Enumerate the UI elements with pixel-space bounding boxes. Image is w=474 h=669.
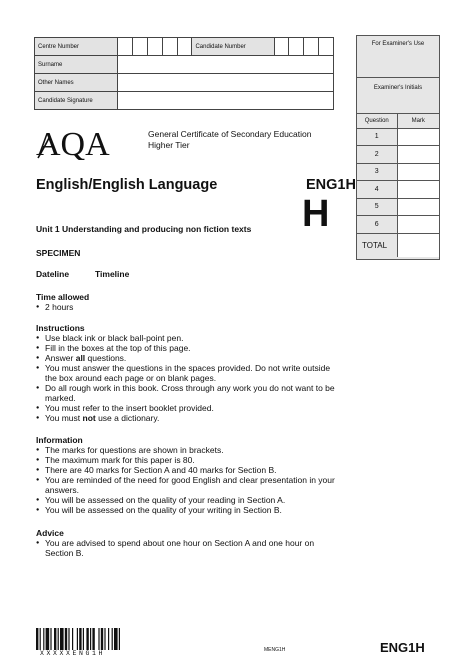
question-number: 3 bbox=[357, 163, 397, 181]
question-number: 5 bbox=[357, 198, 397, 216]
list-item: ● The marks for questions are shown in brackets. bbox=[36, 445, 336, 455]
list-item: ● Do all rough work in this book. Cross through any work you do not want to be marked. bbox=[36, 383, 336, 403]
footer-paper-code: ENG1H bbox=[380, 640, 425, 655]
list-item: ● 2 hours bbox=[36, 302, 336, 312]
timeline-label: Timeline bbox=[95, 269, 130, 279]
aqa-logo-text: AQA bbox=[36, 126, 110, 160]
barcode-bar bbox=[104, 628, 105, 650]
barcode-bar bbox=[58, 628, 59, 650]
text-span: questions. bbox=[85, 353, 127, 363]
barcode-bar bbox=[98, 628, 99, 650]
candidate-number-label: Candidate Number bbox=[192, 38, 274, 56]
information-section bbox=[36, 435, 336, 515]
emphasis-text: all bbox=[75, 353, 86, 363]
mark-cell[interactable] bbox=[397, 146, 439, 164]
question-number: 6 bbox=[357, 216, 397, 234]
other-names-label: Other Names bbox=[35, 74, 118, 92]
mark-header: Mark bbox=[397, 114, 439, 128]
candidate-number-box[interactable] bbox=[304, 38, 319, 56]
instructions-section bbox=[36, 323, 336, 423]
list-item: ● You must refer to the insert booklet provided. bbox=[36, 403, 336, 413]
other-names-field[interactable] bbox=[118, 74, 334, 92]
list-item: ● You must answer the questions in the spaces provided. Do not write outside the box around each page or on blank pages. bbox=[36, 363, 336, 383]
footer-small-code: MENG1H bbox=[264, 647, 286, 653]
candidate-signature-field[interactable] bbox=[118, 92, 334, 110]
mark-cell[interactable] bbox=[397, 181, 439, 199]
barcode-bar bbox=[50, 628, 51, 650]
dateline-label: Dateline bbox=[36, 269, 70, 279]
barcode-bar bbox=[40, 628, 41, 650]
candidate-number-box[interactable] bbox=[319, 38, 334, 56]
barcode-bar bbox=[68, 628, 69, 650]
question-number: 4 bbox=[357, 181, 397, 199]
total-label: TOTAL bbox=[362, 240, 388, 250]
mark-cell[interactable] bbox=[397, 128, 439, 146]
candidate-details-form bbox=[34, 37, 334, 110]
advice-heading: Advice bbox=[36, 528, 64, 538]
list-item: ● The maximum mark for this paper is 80. bbox=[36, 455, 336, 465]
centre-number-box[interactable] bbox=[118, 38, 133, 56]
list-item: ● There are 40 marks for Section A and 40 marks for Section B. bbox=[36, 465, 336, 475]
question-header: Question bbox=[357, 114, 397, 128]
time-allowed-heading: Time allowed bbox=[36, 292, 90, 302]
barcode-bar bbox=[112, 628, 113, 650]
certificate-name: General Certificate of Secondary Education bbox=[148, 129, 312, 139]
examiner-use-box bbox=[356, 35, 440, 260]
tier-letter: H bbox=[302, 193, 330, 235]
barcode-bar bbox=[72, 628, 73, 650]
barcode-bar bbox=[83, 628, 84, 650]
barcode-bar bbox=[101, 628, 103, 650]
text-span: use a dictionary. bbox=[95, 413, 160, 423]
examiner-initials-label: Examiner's Initials bbox=[357, 78, 439, 114]
centre-number-label: Centre Number bbox=[35, 38, 118, 56]
barcode-bar bbox=[36, 628, 38, 650]
list-item: ● Use black ink or black ball-point pen. bbox=[36, 333, 336, 343]
text-span: You must bbox=[45, 413, 83, 423]
barcode-bar bbox=[119, 628, 120, 650]
candidate-number-box[interactable] bbox=[289, 38, 304, 56]
centre-number-box[interactable] bbox=[177, 38, 192, 56]
question-number: 2 bbox=[357, 146, 397, 164]
text-span: Answer bbox=[45, 353, 76, 363]
mark-cell[interactable] bbox=[397, 216, 439, 234]
paper-code: ENG1H bbox=[306, 177, 356, 193]
advice-section bbox=[36, 528, 336, 558]
barcode bbox=[36, 628, 154, 650]
mark-cell[interactable] bbox=[397, 163, 439, 181]
list-item bbox=[36, 353, 336, 363]
candidate-signature-label: Candidate Signature bbox=[35, 92, 118, 110]
list-item: ● You will be assessed on the quality of your reading in Section A. bbox=[36, 495, 336, 505]
barcode-bar bbox=[60, 628, 64, 650]
marks-grid bbox=[357, 114, 439, 257]
barcode-bar bbox=[77, 628, 78, 650]
barcode-bar bbox=[108, 628, 109, 650]
list-item: ● You are reminded of the need for good English and clear presentation in your answers. bbox=[36, 475, 336, 495]
barcode-bar bbox=[65, 628, 67, 650]
certificate-tier: Higher Tier bbox=[148, 140, 190, 150]
examiner-use-heading: For Examiner's Use bbox=[357, 36, 439, 78]
information-heading: Information bbox=[36, 435, 83, 445]
instructions-heading: Instructions bbox=[36, 323, 85, 333]
total-mark-cell[interactable] bbox=[397, 233, 439, 257]
paper-title: English/English Language bbox=[36, 177, 218, 193]
specimen-label: SPECIMEN bbox=[36, 248, 81, 258]
barcode-text: XXXXXENG1H bbox=[40, 650, 106, 657]
time-allowed-section bbox=[36, 292, 336, 312]
centre-number-box[interactable] bbox=[147, 38, 162, 56]
candidate-number-box[interactable] bbox=[274, 38, 289, 56]
barcode-bar bbox=[90, 628, 91, 650]
barcode-bar bbox=[43, 628, 44, 650]
unit-title: Unit 1 Understanding and producing non fiction texts bbox=[36, 224, 252, 234]
certificate-info bbox=[148, 129, 311, 151]
emphasis-text: not bbox=[82, 413, 96, 423]
barcode-bar bbox=[54, 628, 56, 650]
question-number: 1 bbox=[357, 128, 397, 146]
list-item bbox=[36, 413, 336, 423]
surname-field[interactable] bbox=[118, 56, 334, 74]
barcode-bar bbox=[114, 628, 118, 650]
barcode-bar bbox=[46, 628, 50, 650]
list-item: ● You are advised to spend about one hour on Section A and one hour on Section B. bbox=[36, 538, 336, 558]
centre-number-box[interactable] bbox=[162, 38, 177, 56]
surname-label: Surname bbox=[35, 56, 118, 74]
aqa-logo bbox=[36, 126, 140, 160]
centre-number-box[interactable] bbox=[133, 38, 148, 56]
barcode-bar bbox=[79, 628, 81, 650]
list-item: ● You will be assessed on the quality of your writing in Section B. bbox=[36, 505, 336, 515]
barcode-bar bbox=[92, 628, 94, 650]
mark-cell[interactable] bbox=[397, 198, 439, 216]
barcode-bar bbox=[86, 628, 88, 650]
list-item: ● Fill in the boxes at the top of this page. bbox=[36, 343, 336, 353]
